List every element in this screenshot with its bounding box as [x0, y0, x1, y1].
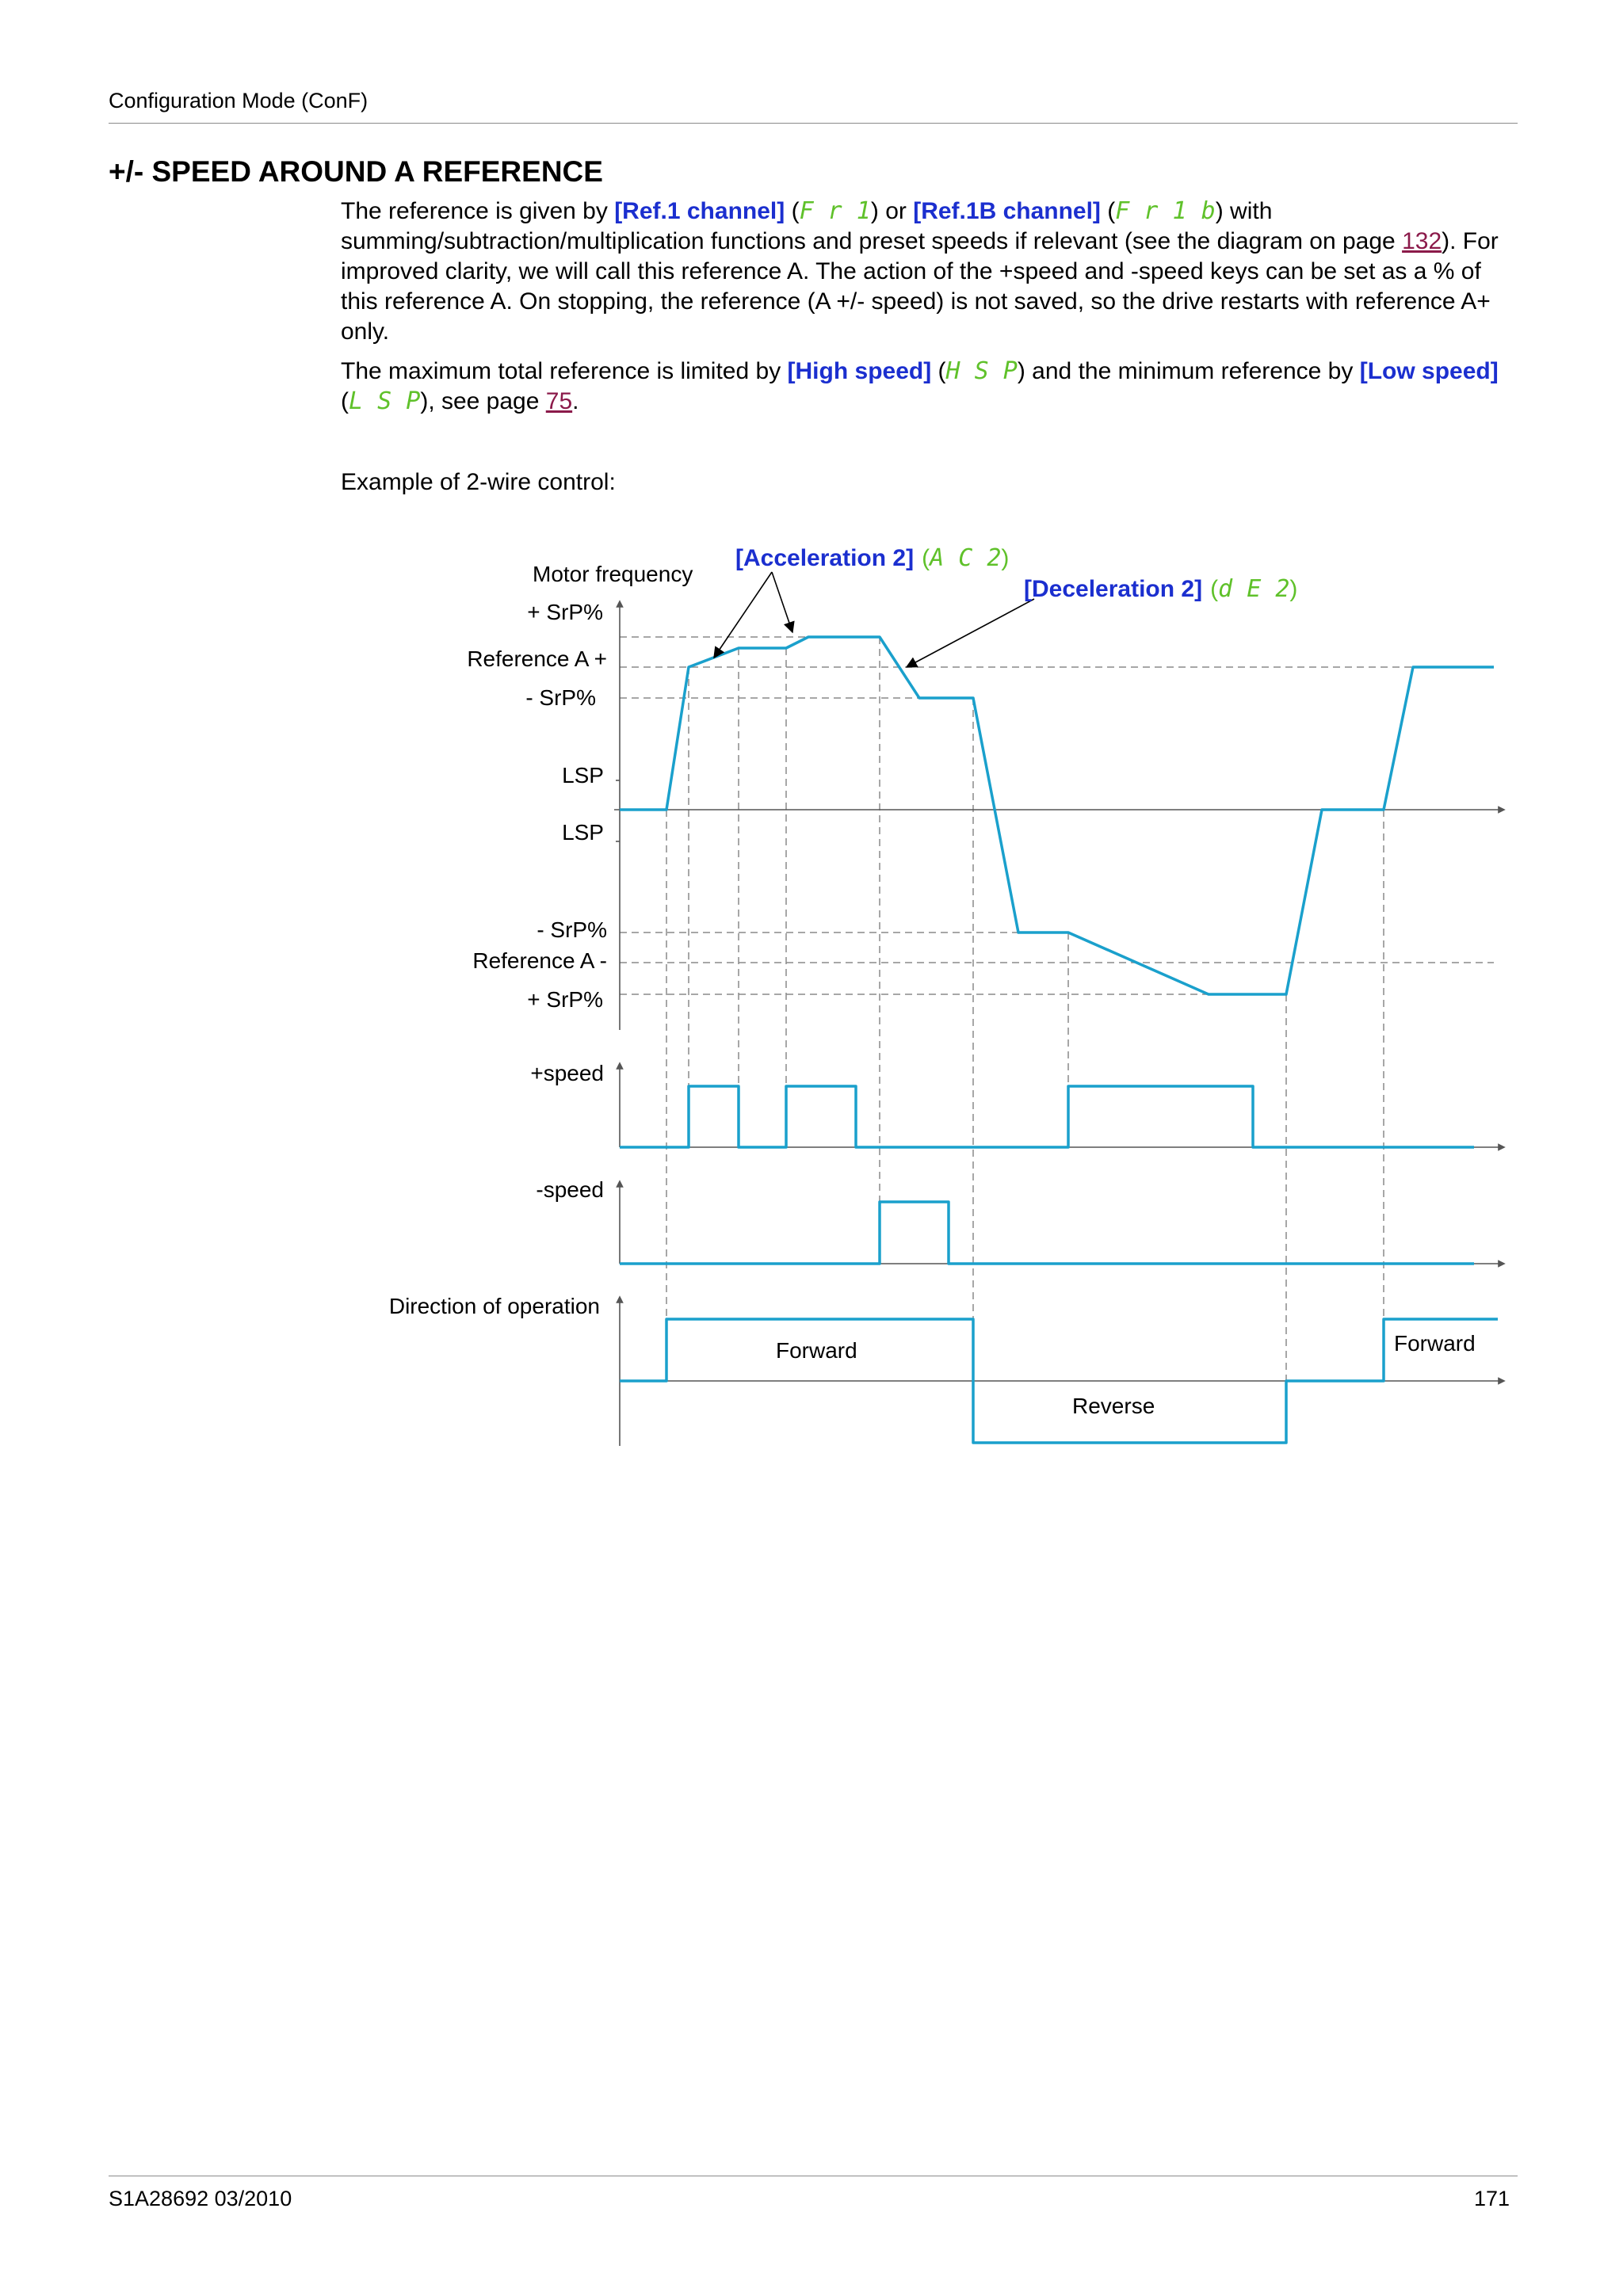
minus-speed-label: -speed: [536, 1177, 604, 1202]
page-75-link[interactable]: 75: [545, 388, 573, 414]
minus-srp-top-label: - SrP%: [525, 685, 596, 710]
para1-text-2: with summing/subtraction/multiplication functions and preset speeds if relevant (see the diagram on page: [341, 198, 1403, 254]
plus-srp-bottom-label: + SrP%: [527, 987, 603, 1012]
forward-label-2: Forward: [1394, 1331, 1476, 1356]
para2-text-4: .: [572, 388, 579, 414]
signal-traces: [620, 637, 1498, 1443]
hsp-code: H S P: [945, 357, 1018, 385]
para1-paren-close-1: ): [870, 198, 886, 224]
annotation-arrows: [714, 572, 1034, 667]
para1-paren-open-2: (: [1100, 198, 1116, 224]
lsp-negative-label: LSP: [562, 820, 604, 845]
plus-srp-top-label: + SrP%: [527, 600, 603, 624]
para2-text-3: , see page: [428, 388, 546, 414]
example-label: Example of 2-wire control:: [341, 469, 616, 495]
footer-page-number: 171: [1474, 2187, 1510, 2210]
reference-a-minus-label: Reference A -: [472, 948, 607, 973]
ref1b-channel-param: [Ref.1B channel]: [913, 198, 1101, 224]
lsp-code: L S P: [349, 387, 421, 415]
minus-speed-trace: [620, 1202, 1474, 1264]
fr1-code: F r 1: [799, 197, 871, 225]
page-132-link[interactable]: 132: [1402, 228, 1442, 254]
motor-frequency-label: Motor frequency: [533, 562, 693, 586]
para2-paren-open-2: (: [341, 388, 349, 414]
direction-label: Direction of operation: [388, 1294, 600, 1318]
minus-srp-bottom-label: - SrP%: [537, 917, 607, 942]
high-speed-param: [High speed]: [787, 358, 932, 384]
low-speed-param: [Low speed]: [1359, 358, 1499, 384]
forward-label-1: Forward: [776, 1338, 857, 1363]
ref1-channel-param: [Ref.1 channel]: [614, 198, 785, 224]
reverse-label: Reverse: [1072, 1394, 1155, 1418]
para1-paren-open-1: (: [785, 198, 800, 224]
lsp-positive-label: LSP: [562, 763, 604, 788]
plus-speed-trace: [620, 1086, 1474, 1147]
running-header: Configuration Mode (ConF): [109, 89, 369, 113]
plus-speed-label: +speed: [530, 1061, 604, 1085]
para1-paren-close-2: ): [1215, 198, 1224, 224]
footer-doc-ref: S1A28692 03/2010: [109, 2187, 292, 2210]
dashed-guides: [620, 637, 1494, 1382]
para1-or: or: [885, 198, 914, 224]
reference-a-plus-label: Reference A +: [467, 646, 607, 671]
para2-text-1: The maximum total reference is limited by: [341, 358, 788, 384]
deceleration-2-label: [Deceleration 2] (d E 2): [1024, 575, 1298, 603]
acceleration-2-label: [Acceleration 2] (A C 2): [735, 544, 1010, 572]
para2-text-2: and the minimum reference by: [1025, 358, 1360, 384]
para1-text-1: The reference is given by: [341, 198, 615, 224]
para2-paren-close-2: ): [420, 388, 429, 414]
para2-paren-open-1: (: [931, 358, 946, 384]
fr1b-code: F r 1 b: [1115, 197, 1216, 225]
motor-frequency-trace: [620, 637, 1494, 994]
section-title: +/- SPEED AROUND A REFERENCE: [109, 155, 603, 188]
para1-text-3: ). For improved clarity, we will call this reference A. The action of the +speed and -speed keys can be set as a % of this reference A. On stopping, the reference (A +/- speed) is not saved, so the drive restarts with reference A+ only.: [341, 228, 1499, 345]
para2-paren-close-1: ): [1017, 358, 1025, 384]
